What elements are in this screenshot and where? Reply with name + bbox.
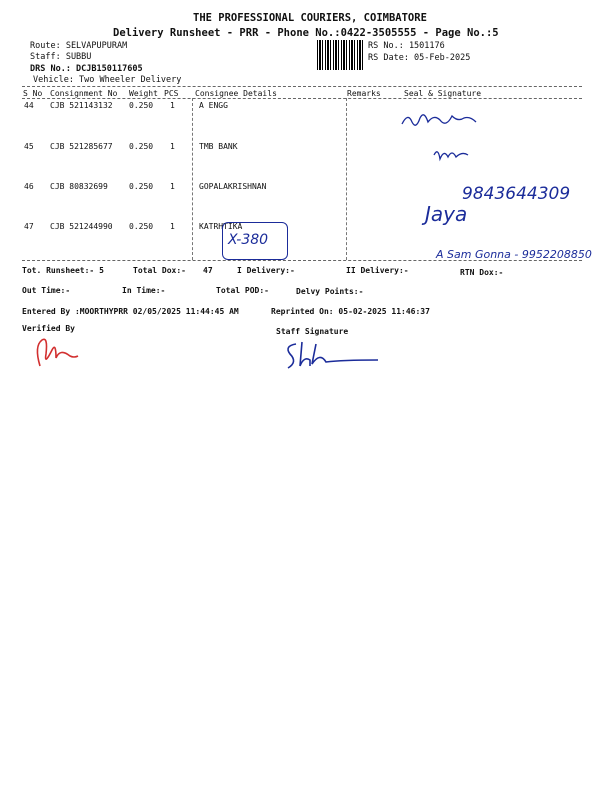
cell-weight: 0.250	[129, 142, 154, 151]
vehicle-label: Vehicle: Two Wheeler Delivery	[33, 75, 182, 85]
handwritten-phone: A Sam Gonna - 9952208850	[436, 248, 592, 261]
entered-by: Entered By :MOORTHYPRR 02/05/2025 11:44:45 AM	[22, 307, 239, 316]
column-divider	[192, 98, 193, 260]
in-time: In Time:-	[122, 286, 166, 295]
col-header-sno: S No	[23, 89, 43, 98]
cell-sno: 44	[24, 101, 34, 110]
handwritten-note: X-380	[228, 232, 269, 248]
i-delivery: I Delivery:-	[237, 266, 295, 275]
out-time: Out Time:-	[22, 286, 71, 295]
cell-sno: 45	[24, 142, 34, 151]
route-label: Route: SELVAPUPURAM	[30, 41, 128, 51]
rs-date: RS Date: 05-Feb-2025	[368, 53, 471, 63]
column-divider	[346, 98, 347, 260]
reprinted-on: Reprinted On: 05-02-2025 11:46:37	[271, 307, 430, 316]
cell-consignee: KATRHTIKA	[199, 222, 243, 231]
runsheet-title: Delivery Runsheet - PRR - Phone No.:0422-3505555 - Page No.:5	[113, 27, 499, 39]
signature-scribble	[432, 145, 472, 165]
total-dox-value: 47	[203, 266, 213, 275]
cell-sno: 47	[24, 222, 34, 231]
col-header-pcs: PCS	[164, 89, 179, 98]
ii-delivery: II Delivery:-	[346, 266, 409, 275]
col-header-consignment: Consignment No	[50, 89, 118, 98]
table-top-rule	[22, 86, 582, 87]
staff-label: Staff: SUBBU	[30, 52, 92, 62]
col-header-consignee: Consignee Details	[195, 89, 277, 98]
rs-number: RS No.: 1501176	[368, 41, 445, 51]
col-header-weight: Weight	[129, 89, 158, 98]
signature-scribble	[400, 108, 480, 138]
cell-consignment: CJB 521143132	[50, 101, 113, 110]
company-name: THE PROFESSIONAL COURIERS, COIMBATORE	[193, 12, 427, 24]
col-header-remarks: Remarks	[347, 89, 381, 98]
cell-consignment: CJB 521285677	[50, 142, 113, 151]
cell-pcs: 1	[170, 142, 175, 151]
total-dox-label: Total Dox:-	[133, 266, 186, 275]
handwritten-phone: 9843644309	[462, 184, 571, 204]
tot-runsheet: Tot. Runsheet:- 5	[22, 266, 104, 275]
cell-consignment: CJB 521244990	[50, 222, 113, 231]
staff-signature	[282, 338, 382, 374]
cell-consignee: A ENGG	[199, 101, 228, 110]
cell-sno: 46	[24, 182, 34, 191]
cell-consignee: TMB BANK	[199, 142, 238, 151]
verified-by-label: Verified By	[22, 324, 75, 333]
cell-consignee: GOPALAKRISHNAN	[199, 182, 267, 191]
table-header-rule	[22, 98, 582, 99]
barcode-image	[317, 40, 365, 70]
col-header-seal-signature: Seal & Signature	[404, 89, 482, 98]
rtn-dox: RTN Dox:-	[460, 268, 504, 277]
cell-weight: 0.250	[129, 222, 154, 231]
total-pod: Total POD:-	[216, 286, 269, 295]
cell-pcs: 1	[170, 182, 175, 191]
verifier-signature	[30, 336, 80, 370]
cell-weight: 0.250	[129, 101, 154, 110]
staff-signature-label: Staff Signature	[276, 327, 349, 336]
handwritten-signature: Jaya	[425, 202, 468, 226]
cell-consignment: CJB 80832699	[50, 182, 108, 191]
delvy-points: Delvy Points:-	[296, 287, 364, 296]
drs-number: DRS No.: DCJB150117605	[30, 64, 143, 74]
cell-weight: 0.250	[129, 182, 154, 191]
cell-pcs: 1	[170, 222, 175, 231]
cell-pcs: 1	[170, 101, 175, 110]
